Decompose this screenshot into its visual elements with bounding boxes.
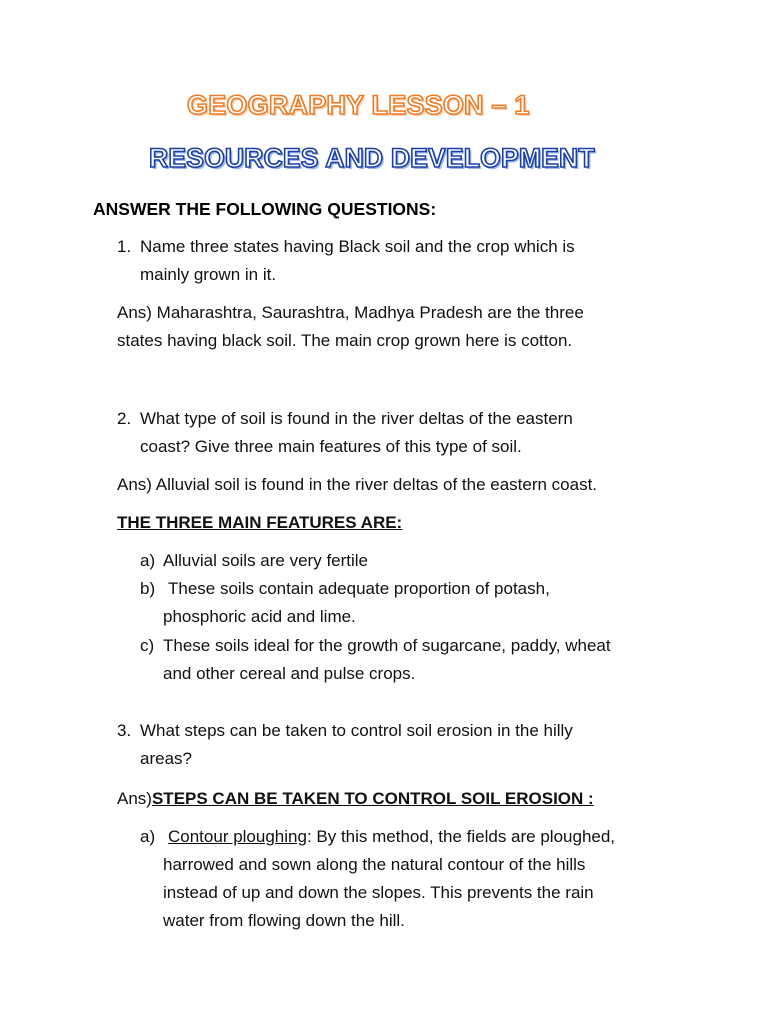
q2-features-heading: THE THREE MAIN FEATURES ARE: <box>117 513 403 532</box>
q1-text-line2: mainly grown in it. <box>140 265 277 284</box>
q1-number: 1. <box>117 237 132 256</box>
q3-text-line2: areas? <box>140 749 192 768</box>
q3-item-a-line2: harrowed and sown along the natural contour of the hills <box>163 855 586 874</box>
lesson-subtitle: RESOURCES AND DEVELOPMENT <box>149 143 595 173</box>
q2-item-c-line2: and other cereal and pulse crops. <box>163 664 416 683</box>
q1-answer-line2: states having black soil. The main crop grown here is cotton. <box>117 331 573 350</box>
q2-item-a-marker: a) <box>140 551 156 570</box>
q3-item-a-line1-rest: : By this method, the fields are ploughed, <box>306 827 616 846</box>
q3-answer-line <box>117 785 594 813</box>
q3-item-a-marker: a) <box>140 827 156 846</box>
q2-item-b-line2: phosphoric acid and lime. <box>163 607 356 626</box>
lesson-title: GEOGRAPHY LESSON – 1 <box>187 90 530 120</box>
q3-answer-prefix: Ans) <box>117 789 152 808</box>
q2-item-b-line1: These soils contain adequate proportion of potash, <box>168 579 550 598</box>
q2-item-a-line1: Alluvial soils are very fertile <box>163 551 369 570</box>
q1-text-line1: Name three states having Black soil and the crop which is <box>140 237 575 256</box>
q3-text-line1: What steps can be taken to control soil erosion in the hilly <box>140 721 573 740</box>
q3-answer-heading: STEPS CAN BE TAKEN TO CONTROL SOIL EROSION : <box>151 789 594 808</box>
q3-number: 3. <box>117 721 132 740</box>
q1-answer-line1: Ans) Maharashtra, Saurashtra, Madhya Pradesh are the three <box>117 303 584 322</box>
q3-item-a-term: Contour ploughing <box>168 827 307 846</box>
q3-item-a-line4: water from flowing down the hill. <box>163 911 405 930</box>
q2-number: 2. <box>117 409 132 428</box>
q2-item-b-marker: b) <box>140 579 156 598</box>
q3-item-a-line3: instead of up and down the slopes. This prevents the rain <box>163 883 594 902</box>
q2-item-c-line1: These soils ideal for the growth of sugarcane, paddy, wheat <box>163 636 611 655</box>
q2-text-line1: What type of soil is found in the river deltas of the eastern <box>140 409 573 428</box>
instructions-heading: ANSWER THE FOLLOWING QUESTIONS: <box>93 199 437 219</box>
q2-answer: Ans) Alluvial soil is found in the river deltas of the eastern coast. <box>117 475 598 494</box>
q3-item-a-line1 <box>168 823 615 851</box>
q2-item-c-marker: c) <box>140 636 155 655</box>
q2-text-line2: coast? Give three main features of this type of soil. <box>140 437 522 456</box>
